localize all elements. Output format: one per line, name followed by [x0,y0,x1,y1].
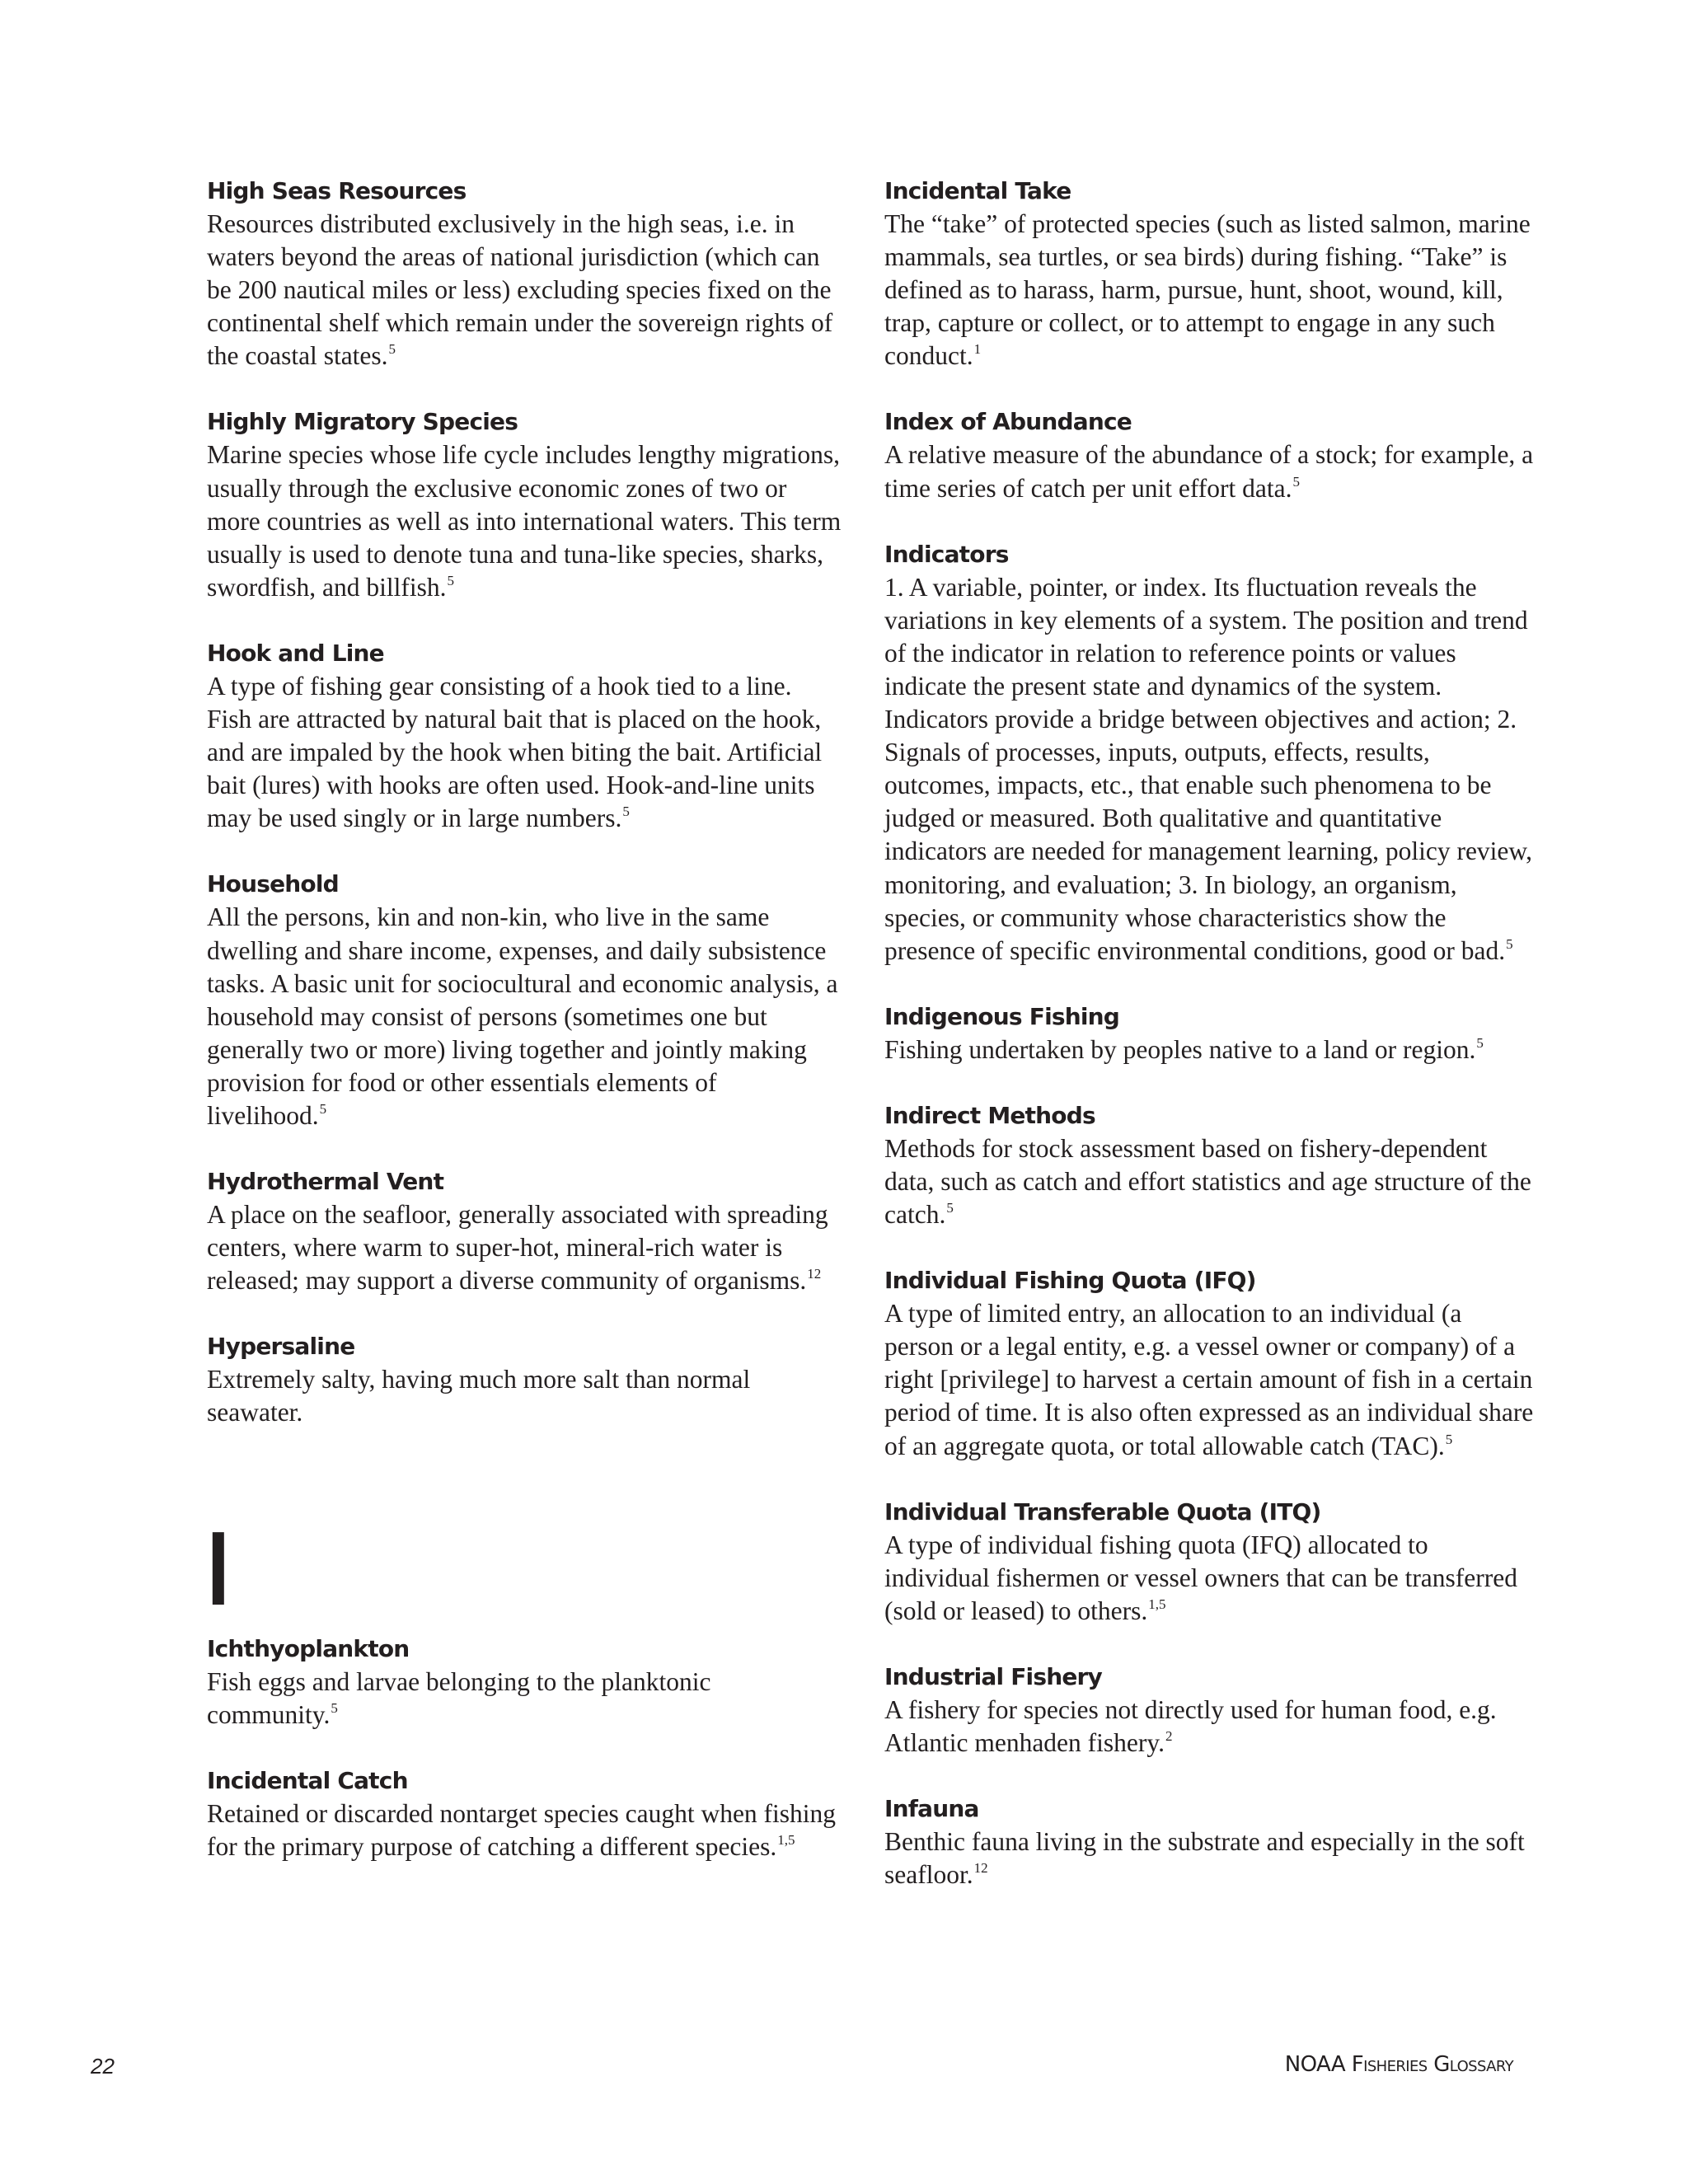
glossary-entry-industrial-fishery [884,1661,1536,1760]
entry-term: Index of Abundance [884,408,1132,436]
entry-definition: Extremely salty, having much more salt than normal seawater. [207,1365,751,1427]
footnote-ref: 1 [973,341,982,358]
entry-definition: 1. A variable, pointer, or index. Its fluctuation reveals the variations in key elements of a system. The position and trend of the indicator in relation to reference points or values indicate the present state and dynamics of the system. Indicators provide a bridge between objectives and action; 2. Signals of processes, inputs, outputs, effects, results, outcomes, impacts, etc., that enable such phenomena to be judged or measured. Both qualitative and quantitative indicators are needed for management learning, policy review, monitoring, and evaluation; 3. In biology, an organism, species, or community whose characteristics show the presence of specific environmental conditions, good or bad.$^5$ [884,572,1532,965]
footnote-ref: 1,5 [777,1831,795,1848]
footnote-ref: 5 [331,1699,338,1716]
footnote-ref: 5 [1445,1431,1453,1447]
glossary-entry-high-seas-resources [207,175,842,373]
entry-definition: A relative measure of the abundance of a stock; for example, a time series of catch per unit effort data.$^5$ [884,440,1534,503]
entry-term: Incidental Take [884,177,1071,204]
entry-term: Ichthyoplankton [207,1634,410,1662]
entry-definition: A type of limited entry, an allocation to an individual (a person or a legal entity, e.g. a vessel owner or company) of a right [privilege] to harvest a certain amount of fish in a certain period of time. It is also often expressed as an individual share of an aggregate quota, or total allowable catch (TAC).$^5$ [884,1299,1534,1460]
glossary-entry-index-of-abundance [884,405,1536,504]
entry-term: Industrial Fishery [884,1662,1103,1690]
entry-term: Indigenous Fishing [884,1002,1120,1030]
footnote-ref: 5 [1476,1034,1484,1051]
entry-definition: Benthic fauna living in the substrate and especially in the soft seafloor.$^{12}$ [884,1827,1525,1890]
entry-definition: Resources distributed exclusively in the high seas, i.e. in waters beyond the areas of national jurisdiction (which can be 200 nautical miles or less) excluding species fixed on the continental shelf which remain under the sovereign rights of the coastal states.$^5$ [207,209,833,371]
entry-definition: Fish eggs and larvae belonging to the planktonic community.$^5$ [207,1666,711,1729]
entry-definition: Retained or discarded nontarget species caught when fishing for the primary purpose of catching a different species.$^{1,5}$ [207,1798,837,1861]
entry-definition: All the persons, kin and non-kin, who live in the same dwelling and share income, expenses, and daily subsistence tasks. A basic unit for sociocultural and economic analysis, a household may consist of persons (sometimes one but generally two or more) living together and jointly making provision for food or other essentials elements of livelihood.$^5$ [207,902,838,1130]
glossary-entry-indicators [884,538,1536,968]
entry-term: Individual Transferable Quota (ITQ) [884,1497,1321,1526]
footnote-ref: 5 [946,1200,954,1216]
entry-term: High Seas Resources [207,177,467,204]
footnote-ref: 5 [1506,935,1513,952]
entry-definition: A type of fishing gear consisting of a hook tied to a line. Fish are attracted by natural bait that is placed on the hook, and are impaled by the hook when biting the bait. Artificial bait (lures) with hooks are often used. Hook-and-line units may be used singly or in large numbers.$^5$ [207,671,823,833]
entry-definition: A type of individual fishing quota (IFQ) allocated to individual fishermen or vessel owners that can be transferred (sold or leased) to others.$^{1,5}$ [884,1530,1517,1625]
glossary-entry-incidental-take [884,175,1536,373]
footnote-ref: 5 [319,1100,327,1117]
footnote-ref: 5 [447,572,454,588]
entry-term: Incidental Catch [207,1766,408,1794]
glossary-entry-hook-and-line [207,637,842,835]
entry-definition: A fishery for species not directly used for human food, e.g. Atlantic menhaden fishery.$^2$ [884,1694,1497,1757]
entry-definition: Methods for stock assessment based on fishery-dependent data, such as catch and effort statistics and age structure of the catch.$^5$ [884,1133,1531,1230]
footnote-ref: 5 [388,341,396,358]
entry-term: Hypersaline [207,1333,355,1361]
entry-term: Infauna [884,1795,979,1823]
footnote-ref: 5 [1292,473,1300,490]
entry-definition: Marine species whose life cycle includes lengthy migrations, usually through the exclusive economic zones of two or more countries as well as into international waters. This term usually is used to denote tuna and tuna-like species, sharks, swordfish, and billfish.$^5$ [207,440,842,602]
entry-definition: The “take” of protected species (such as listed salmon, marine mammals, sea turtles, or sea birds) during fishing. “Take” is defined as to harass, harm, pursue, hunt, shoot, wound, kill, trap, capture or collect, or to attempt to engage in any such conduct.$^1$ [884,209,1531,371]
section-letter: I [207,1513,230,1629]
entry-term: Indicators [884,540,1009,568]
entry-definition: Fishing undertaken by peoples native to a land or region.$^5$ [884,1034,1484,1064]
running-title: NOAA Fisheries Glossary [1284,2052,1513,2077]
glossary-entry-indigenous-fishing [884,1001,1536,1066]
entry-definition: A place on the seafloor, generally associated with spreading centers, where warm to super-hot, mineral-rich water is released; may support a diverse community of organisms.$^{12}$ [207,1200,828,1296]
page-number: 22 [91,2054,115,2079]
footnote-ref: 12 [807,1266,822,1282]
footnote-ref: 2 [1165,1728,1173,1744]
glossary-entry-highly-migratory-species [207,405,842,603]
footnote-ref: 12 [973,1860,988,1877]
footnote-ref: 5 [622,804,630,820]
glossary-entry-individual-fishing-quota [884,1264,1536,1462]
entry-term: Household [207,870,339,898]
glossary-entry-ichthyoplankton [207,1633,842,1732]
glossary-entry-hypersaline [207,1330,842,1429]
glossary-entry-household [207,868,842,1132]
left-column [207,175,842,1896]
glossary-entry-individual-transferable-quota [884,1496,1536,1628]
entry-term: Highly Migratory Species [207,408,518,436]
glossary-entry-indirect-methods [884,1099,1536,1231]
entry-term: Hook and Line [207,639,384,667]
footnote-ref: 1,5 [1148,1596,1166,1612]
entry-term: Hydrothermal Vent [207,1168,444,1196]
right-column [884,175,1536,1924]
glossary-entry-incidental-catch [207,1765,842,1863]
entry-term: Indirect Methods [884,1101,1095,1129]
entry-term: Individual Fishing Quota (IFQ) [884,1267,1256,1295]
glossary-entry-infauna [884,1793,1536,1891]
glossary-entry-hydrothermal-vent [207,1165,842,1297]
